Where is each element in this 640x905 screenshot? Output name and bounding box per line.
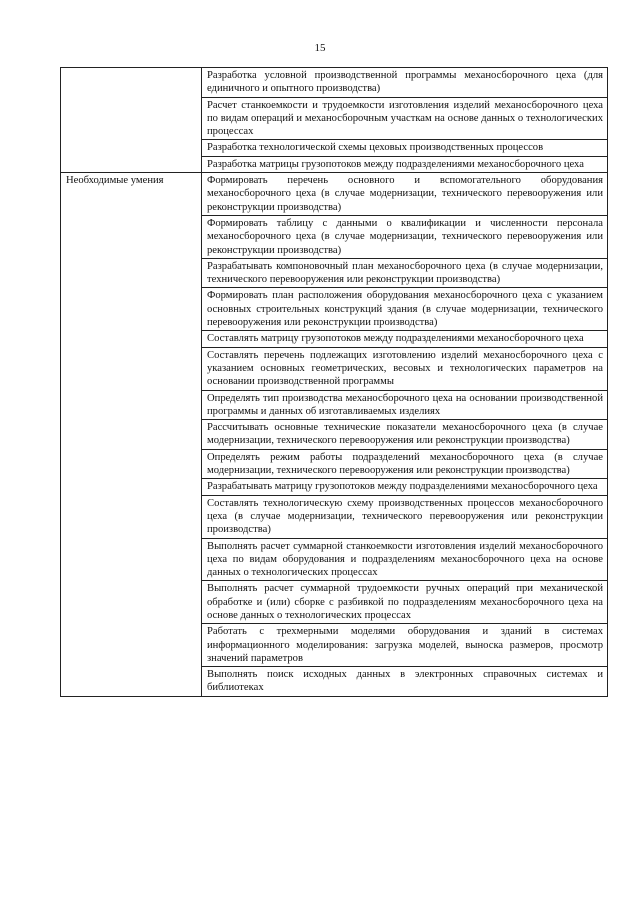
table-cell: Определять режим работы подразделений механосборочного цеха (в случае модернизации, технического перевооружения или реконструкции производства) <box>202 449 608 479</box>
table-cell: Разработка технологической схемы цеховых производственных процессов <box>202 140 608 156</box>
table-cell: Формировать перечень основного и вспомогательного оборудования механосборочного цеха (в случае модернизации, технического перевооружения или реконструкции производства) <box>202 173 608 216</box>
table-cell: Разрабатывать компоновочный план механосборочного цеха (в случае модернизации, технического перевооружения или реконструкции производства) <box>202 258 608 288</box>
table-row <box>61 173 608 216</box>
row-label-empty <box>61 68 202 173</box>
table-cell: Составлять матрицу грузопотоков между подразделениями механосборочного цеха <box>202 331 608 347</box>
table-cell: Выполнять расчет суммарной станкоемкости изготовления изделий механосборочного цеха по видам оборудования и подразделениям механосборочного цеха на основе данных о технологических процессах <box>202 538 608 581</box>
row-label-skills: Необходимые умения <box>61 173 202 697</box>
table-cell: Рассчитывать основные технические показатели механосборочного цеха (в случае модернизации, технического перевооружения или реконструкции производства) <box>202 420 608 450</box>
table-cell: Разработка условной производственной программы механосборочного цеха (для единичного и опытного производства) <box>202 68 608 98</box>
table-cell: Выполнять поиск исходных данных в электронных справочных системах и библиотеках <box>202 667 608 697</box>
table-cell: Разрабатывать матрицу грузопотоков между подразделениями механосборочного цеха <box>202 479 608 495</box>
table-row <box>61 68 608 98</box>
table-cell: Составлять технологическую схему производственных процессов механосборочного цеха (в случае модернизации, технического перевооружения или реконструкции производства) <box>202 495 608 538</box>
table-cell: Формировать таблицу с данными о квалификации и численности персонала механосборочного цеха (в случае модернизации, технического перевооружения или реконструкции производства) <box>202 215 608 258</box>
table-cell: Формировать план расположения оборудования механосборочного цеха с указанием основных строительных конструкций здания (в случае модернизации, технического перевооружения или реконструкции производства) <box>202 288 608 331</box>
table-cell: Расчет станкоемкости и трудоемкости изготовления изделий механосборочного цеха по видам операций и механосборочным участкам на основе данных о технологических процессах <box>202 97 608 140</box>
table-cell: Работать с трехмерными моделями оборудования и зданий в системах информационного моделирования: загрузка моделей, выноска размеров, просмотр значений параметров <box>202 624 608 667</box>
table-cell: Определять тип производства механосборочного цеха на основании производственной программы и данных об изготавливаемых изделиях <box>202 390 608 420</box>
table-cell: Выполнять расчет суммарной трудоемкости ручных операций при механической обработке и (или) сборке с разбивкой по подразделениям механосборочного цеха на основе данных о технологических процессах <box>202 581 608 624</box>
page-number: 15 <box>314 42 326 54</box>
table-cell: Разработка матрицы грузопотоков между подразделениями механосборочного цеха <box>202 156 608 172</box>
requirements-table <box>60 67 608 697</box>
table-cell: Составлять перечень подлежащих изготовлению изделий механосборочного цеха с указанием основных геометрических, весовых и технологических параметров на основании производственной программы <box>202 347 608 390</box>
